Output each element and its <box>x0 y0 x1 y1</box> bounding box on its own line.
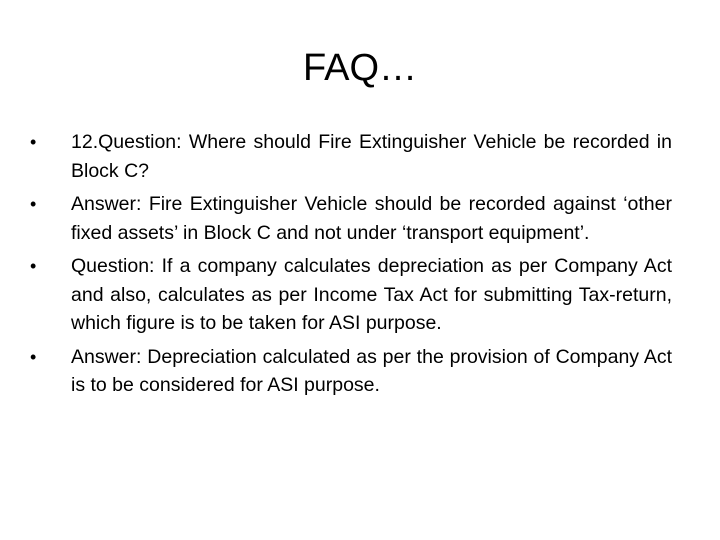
bullet-text: Question: If a company calculates depreciation as per Company Act and also, calculates as per Income Tax Act for submitting Tax-return, which figure is to be taken for ASI purpose. <box>71 255 672 334</box>
bullet-text: Answer: Fire Extinguisher Vehicle should be recorded against ‘other fixed assets’ in Block C and not under ‘transport equipment’. <box>71 193 672 244</box>
bullet-list <box>30 128 672 405</box>
bullet-icon: • <box>30 194 37 214</box>
slide-title: FAQ… <box>302 47 418 89</box>
bullet-icon: • <box>30 256 37 276</box>
bullet-text: Answer: Depreciation calculated as per the provision of Company Act is to be considered for ASI purpose. <box>71 345 672 396</box>
bullet-icon: • <box>30 346 37 367</box>
bullet-item-question-2 <box>30 252 672 338</box>
bullet-item-question-1 <box>30 128 672 185</box>
bullet-icon: • <box>30 132 37 152</box>
bullet-item-answer-1 <box>30 190 672 247</box>
bullet-text: 12.Question: Where should Fire Extinguisher Vehicle be recorded in Block C? <box>71 131 672 182</box>
bullet-item-answer-2 <box>30 343 672 400</box>
